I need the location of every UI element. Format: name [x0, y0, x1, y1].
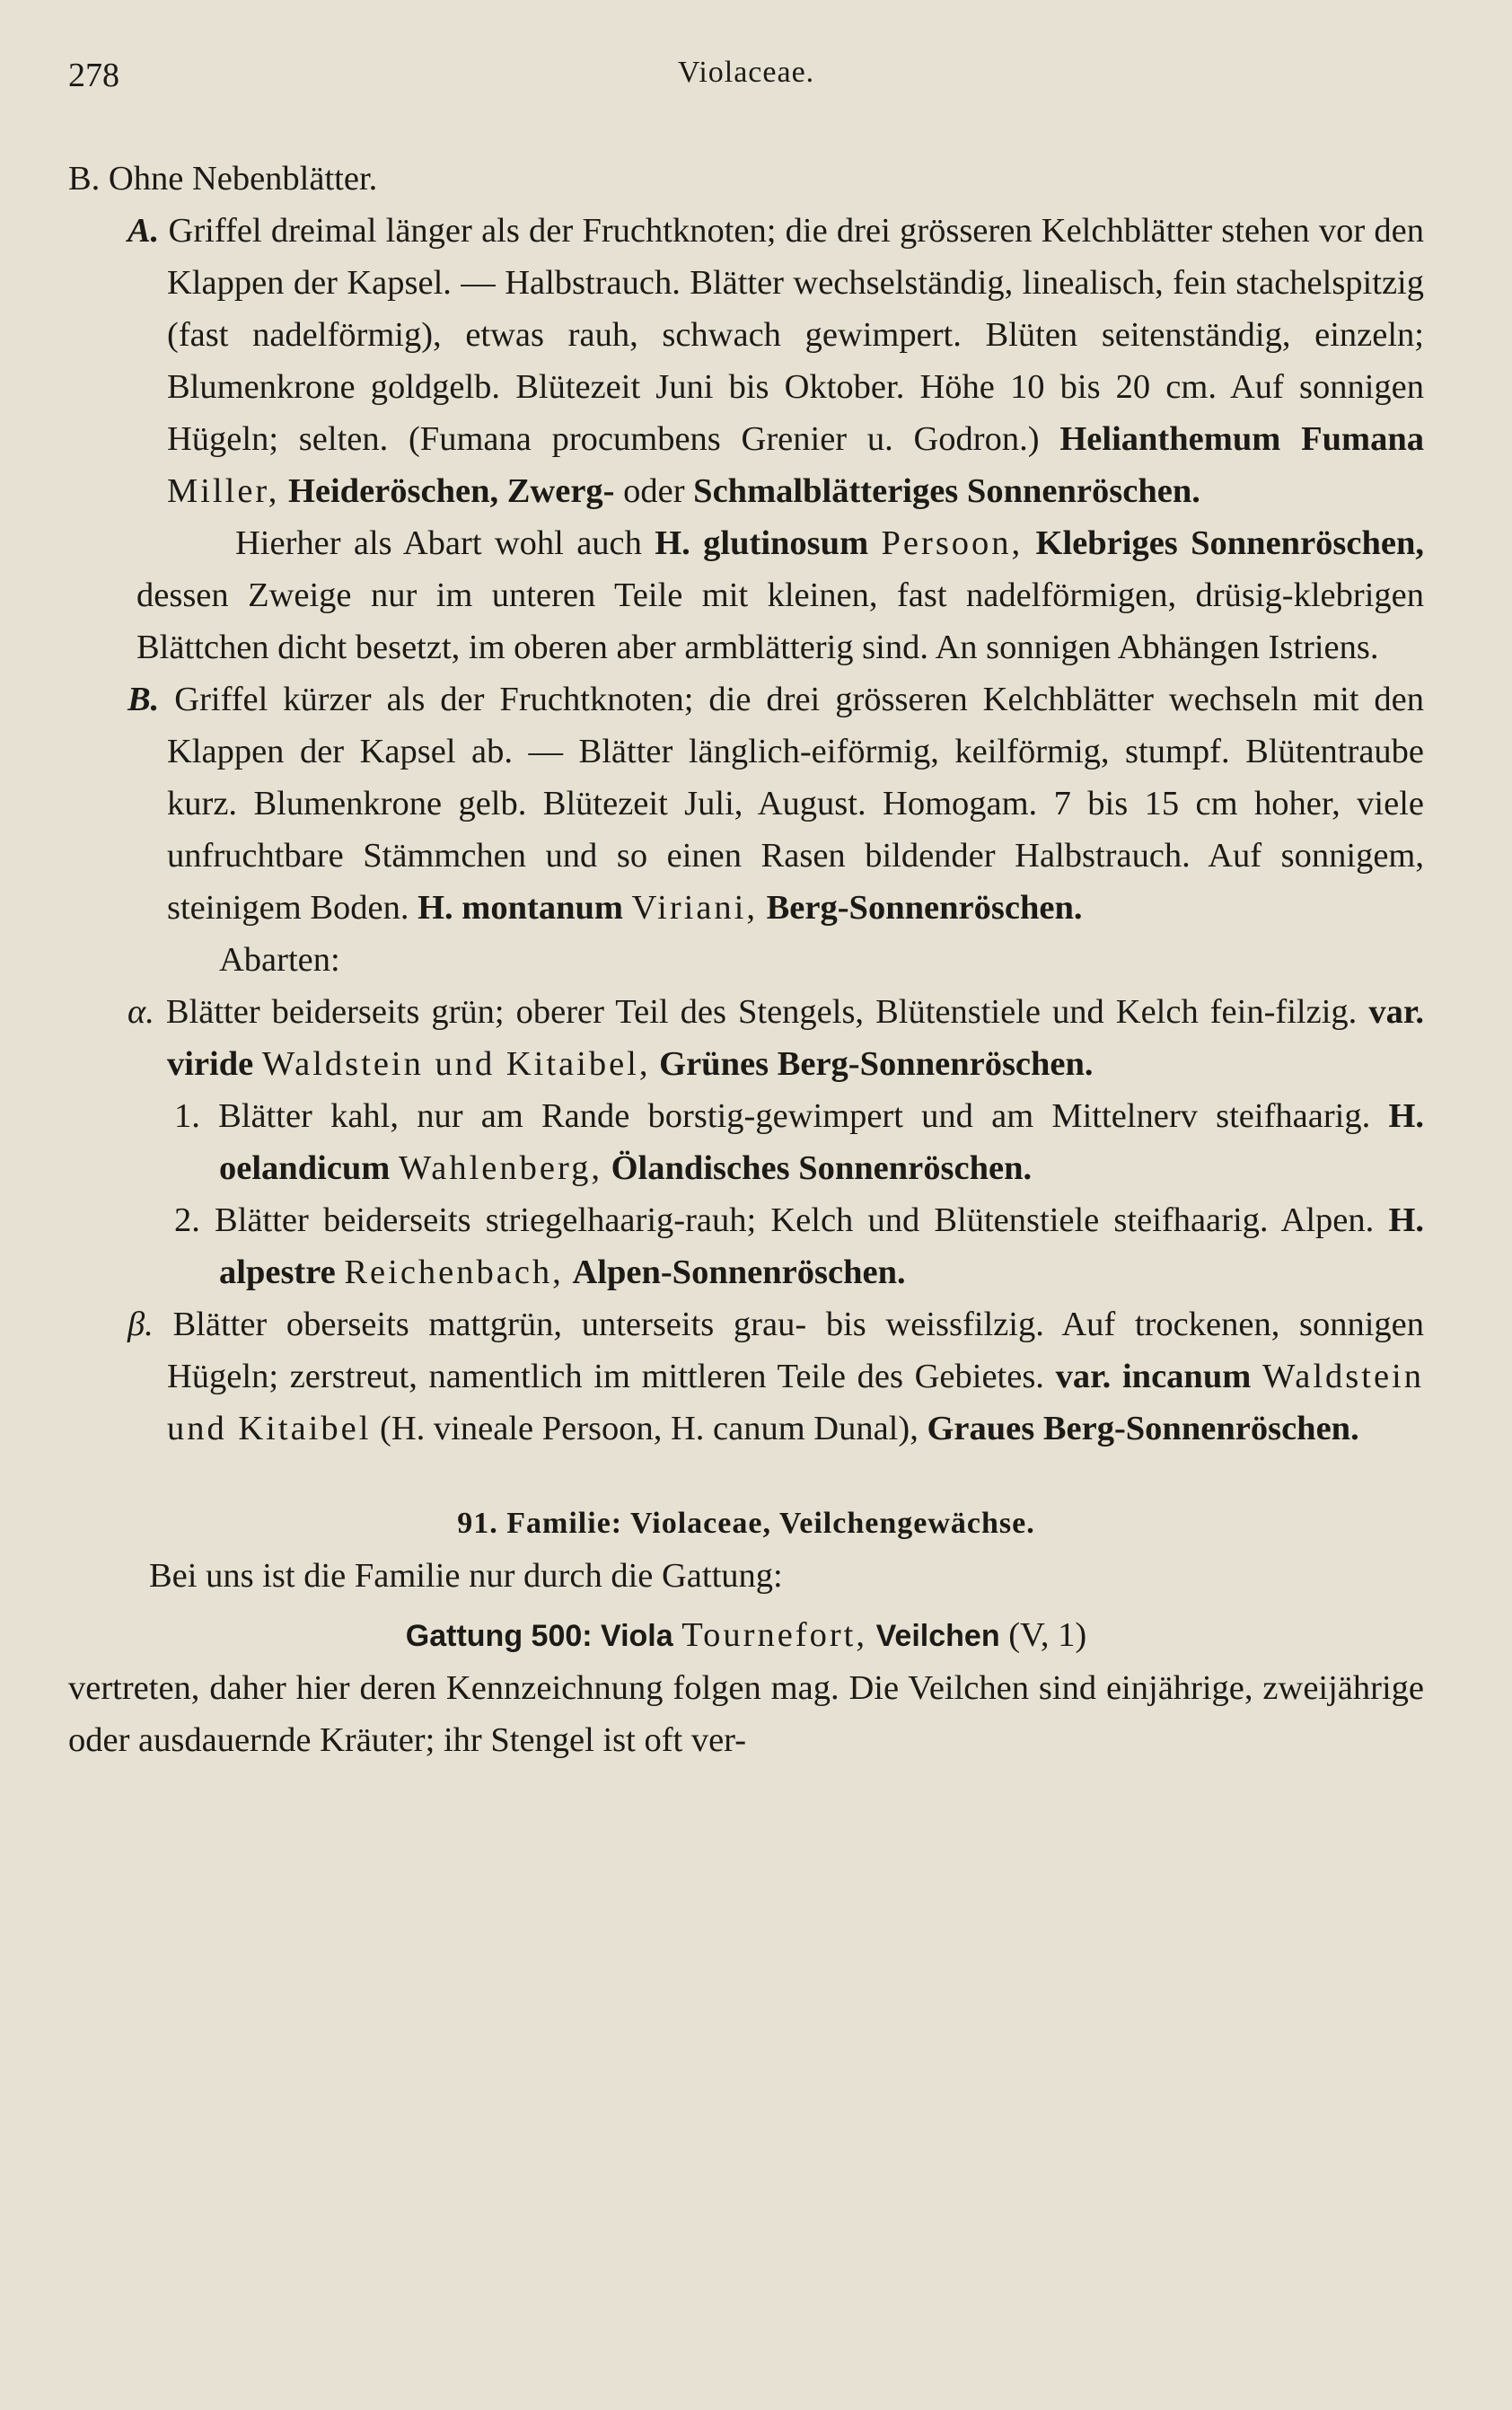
entry-text: Griffel kürzer als der Fruchtknoten; die drei grösseren Kelchblätter wechseln mit den Klappen der Kapsel ab. — Blätter länglich-eiförmig, keilförmig, stumpf. Blütentraube kurz. Blumenkrone gelb. Blütezeit Juli, August. Homogam. 7 bis 15 cm hoher, viele unfruchtbare Stämmchen und so einen Rasen bildender Halbstrauch. Auf sonnigem, steinigem Boden.: [167, 681, 1425, 927]
common-name: Graues Berg-Sonnenröschen.: [927, 1410, 1359, 1447]
subvariety-1: [68, 1090, 1424, 1194]
page-header: [68, 56, 1424, 110]
variety-alpha: [68, 986, 1424, 1090]
species-name: H. montanum: [418, 889, 623, 927]
variety-name: var. viride: [167, 993, 1425, 1083]
subvariety-2: [68, 1194, 1424, 1298]
common-name: Schmalblätteriges Sonnenröschen.: [693, 472, 1200, 510]
common-name: Grünes Berg-Sonnenröschen.: [659, 1045, 1094, 1083]
common-name: Alpen-Sonnenröschen.: [572, 1253, 906, 1291]
family-heading: 91. Familie: Violaceae, Veilchengewächse.: [457, 1507, 1035, 1540]
entry-a: [68, 205, 1424, 517]
abarten-label: Abarten:: [219, 941, 340, 979]
genus-common-name: Veilchen: [875, 1619, 1000, 1653]
entry-text: Blätter beiderseits striegelhaarig-rauh; Kelch und Blütenstiele steifhaarig. Alpen.: [215, 1201, 1375, 1239]
author-name: Waldstein und Kitaibel,: [261, 1045, 651, 1083]
note-text: dessen Zweige nur im unteren Teile mit kleinen, fast nadelförmigen, drüsig-klebrigen Blättchen dicht besetzt, im oberen aber armblätterig sind. An sonnigen Abhängen Istriens.: [136, 576, 1424, 666]
genus-label: Gattung 500: Viola: [405, 1619, 673, 1653]
entry-label: β.: [127, 1306, 154, 1343]
entry-label: α.: [127, 993, 154, 1031]
author-name: Waldstein und Kitaibel: [167, 1358, 1425, 1447]
entry-a-note: [68, 517, 1424, 673]
page-body: [68, 153, 1424, 1766]
entry-label: 1.: [174, 1097, 200, 1135]
species-name: H. oelandicum: [219, 1097, 1425, 1187]
entry-text: Blätter beiderseits grün; oberer Teil des Stengels, Blütenstiele und Kelch fein-filzig.: [165, 993, 1358, 1031]
common-name: Ölandisches Sonnenröschen.: [611, 1149, 1033, 1187]
section-heading: B. Ohne Nebenblätter.: [68, 160, 378, 198]
family-intro: Bei uns ist die Familie nur durch die Gattung:: [149, 1557, 783, 1595]
connector: oder: [623, 472, 685, 510]
species-name: H. alpestre: [219, 1201, 1425, 1291]
page-number: 278: [68, 57, 119, 94]
entry-text: Griffel dreimal länger als der Fruchtknoten; die drei grösseren Kelchblätter stehen vor den Klappen der Kapsel. — Halbstrauch. Blätter wechselständig, linealisch, fein stachelspitzig (fast nadelförmig), etwas rauh, schwach gewimpert. Blüten seitenständig, einzeln; Blumenkrone goldgelb. Blütezeit Juni bis Oktober. Höhe 10 bis 20 cm. Auf sonnigen Hügeln; selten. (Fumana procumbens Grenier u. Godron.): [167, 212, 1424, 458]
entry-b: [68, 673, 1424, 934]
running-title: Violaceae.: [677, 56, 815, 89]
variety-beta: [68, 1298, 1424, 1455]
entry-text: Blätter oberseits mattgrün, unterseits grau- bis weissfilzig. Auf trockenen, sonnigen Hügeln; zerstreut, namentlich im mittleren Teile des Gebietes.: [167, 1306, 1425, 1395]
species-name: H. glutinosum: [655, 524, 869, 562]
author-name: Reichenbach,: [344, 1253, 564, 1291]
author-name: Wahlenberg,: [399, 1149, 602, 1187]
variety-name: var. incanum: [1055, 1358, 1252, 1395]
entry-label: B.: [127, 681, 160, 718]
common-name: Berg-Sonnenröschen.: [766, 889, 1083, 927]
species-name: Helianthemum Fumana: [1059, 420, 1424, 458]
synonyms: (H. vineale Persoon, H. canum Dunal),: [380, 1410, 919, 1447]
author-name: Persoon,: [881, 524, 1024, 562]
family-description: vertreten, daher hier deren Kennzeichnung folgen mag. Die Veilchen sind einjährige, zweijährige oder ausdauernde Kräuter; ihr Stengel ist oft ver-: [68, 1669, 1424, 1759]
note-text: Hierher als Abart wohl auch: [235, 524, 642, 562]
genus-heading: [68, 1609, 1424, 1662]
entry-label: 2.: [174, 1201, 200, 1239]
author-name: Miller,: [167, 472, 280, 510]
common-name: Klebriges Sonnenröschen,: [1035, 524, 1425, 562]
entry-text: Blätter kahl, nur am Rande borstig-gewimpert und am Mittelnerv steifhaarig.: [218, 1097, 1371, 1135]
entry-label: A.: [127, 212, 160, 250]
genus-classification: (V, 1): [1008, 1616, 1087, 1654]
common-name: Heideröschen, Zwerg-: [287, 472, 615, 510]
genus-author: Tournefort,: [681, 1616, 867, 1654]
author-name: Viriani,: [631, 889, 758, 927]
